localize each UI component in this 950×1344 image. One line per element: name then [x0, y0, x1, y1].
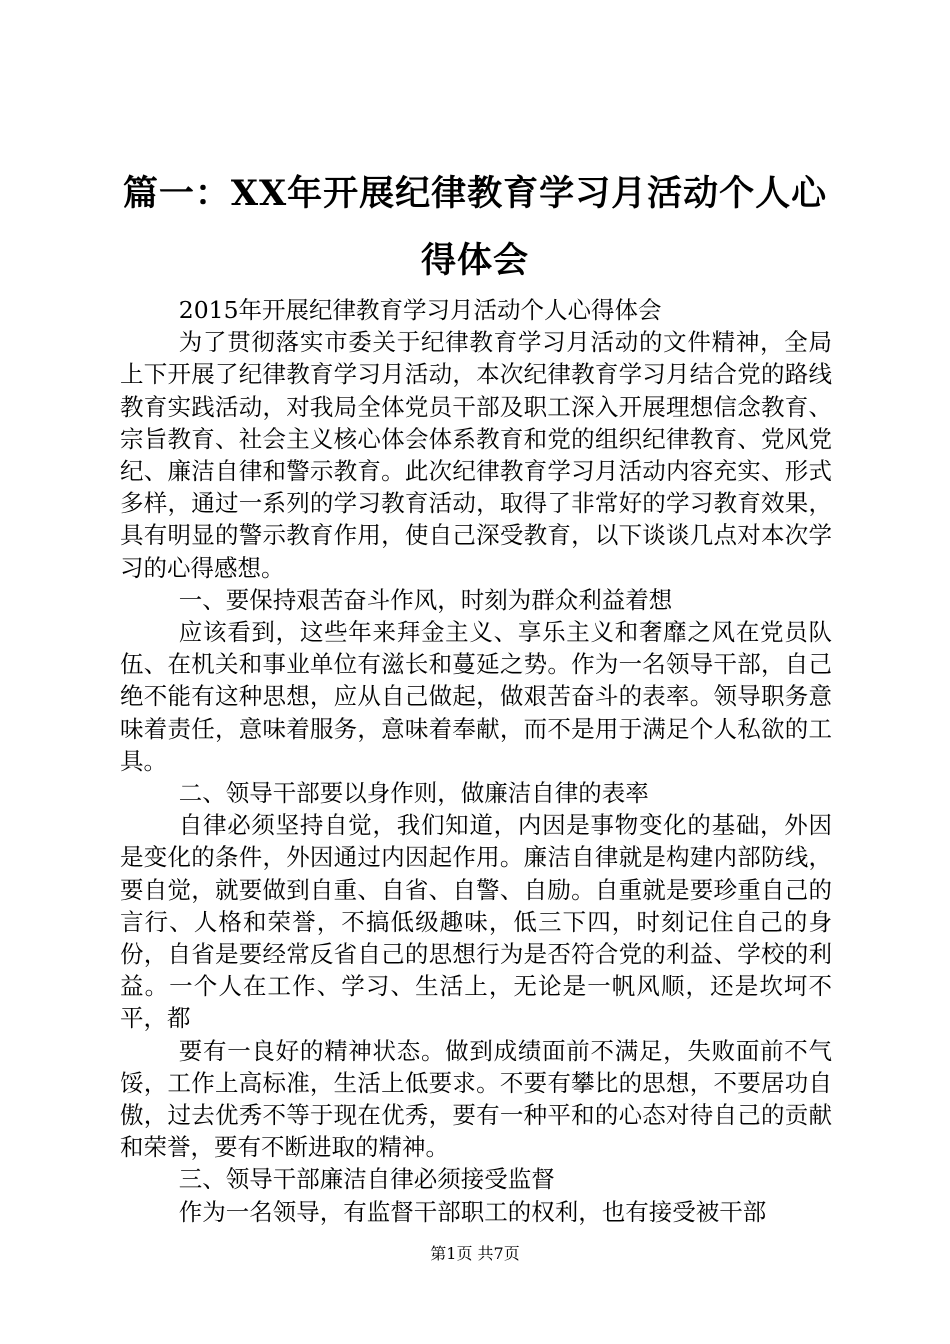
- section-heading-1: 一、要保持艰苦奋斗作风，时刻为群众利益着想: [178, 585, 673, 614]
- paragraph-intro: 为了贯彻落实市委关于纪律教育学习月活动的文件精神，全局上下开展了纪律教育学习月活动，本次纪律教育学习月结合党的路线教育实践活动，对我局全体党员干部及职工深入开展理想信念教育、宗旨教育、社会主义核心体会体系教育和党的组织纪律教育、党风党纪、廉洁自律和警示教育。此次纪律教育学习月活动内容充实、形式多样，通过一系列的学习教育活动，取得了非常好的学习教育效果，具有明显的警示教育作用，使自己深受教育，以下谈谈几点对本次学习的心得感想。: [120, 328, 832, 582]
- document-title: 篇一：XX年开展纪律教育学习月活动个人心得体会: [122, 173, 828, 281]
- document-subtitle: 2015年开展纪律教育学习月活动个人心得体会: [178, 296, 662, 324]
- paragraph-section-2-continued: 要有一良好的精神状态。做到成绩面前不满足，失败面前不气馁，工作上高标准，生活上低要求。不要有攀比的思想，不要居功自傲，过去优秀不等于现在优秀，要有一种平和的心态对待自己的贡献和荣誉，要有不断进取的精神。: [120, 1036, 832, 1162]
- section-heading-3: 三、领导干部廉洁自律必须接受监督: [178, 1165, 555, 1194]
- section-heading-2: 二、领导干部要以身作则，做廉洁自律的表率: [178, 779, 649, 808]
- paragraph-section-1: 应该看到，这些年来拜金主义、享乐主义和奢靡之风在党员队伍、在机关和事业单位有滋长和蔓延之势。作为一名领导干部，自己绝不能有这种思想，应从自己做起，做艰苦奋斗的表率。领导职务意味着责任，意味着服务，意味着奉献，而不是用于满足个人私欲的工具。: [120, 618, 832, 775]
- paragraph-section-2: 自律必须坚持自觉，我们知道，内因是事物变化的基础，外因是变化的条件，外因通过内因起作用。廉洁自律就是构建内部防线，要自觉，就要做到自重、自省、自警、自励。自重就是要珍重自己的言行、人格和荣誉，不搞低级趣味，低三下四，时刻记住自己的身份，自省是要经常反省自己的思想行为是否符合党的利益、学校的利益。一个人在工作、学习、生活上，无论是一帆风顺，还是坎坷不平，都: [120, 811, 832, 1033]
- document-body: [120, 294, 832, 1228]
- paragraph-section-3: 作为一名领导，有监督干部职工的权利，也有接受被干部: [178, 1197, 767, 1226]
- page-number-footer: 第1页 共7页: [430, 1244, 520, 1263]
